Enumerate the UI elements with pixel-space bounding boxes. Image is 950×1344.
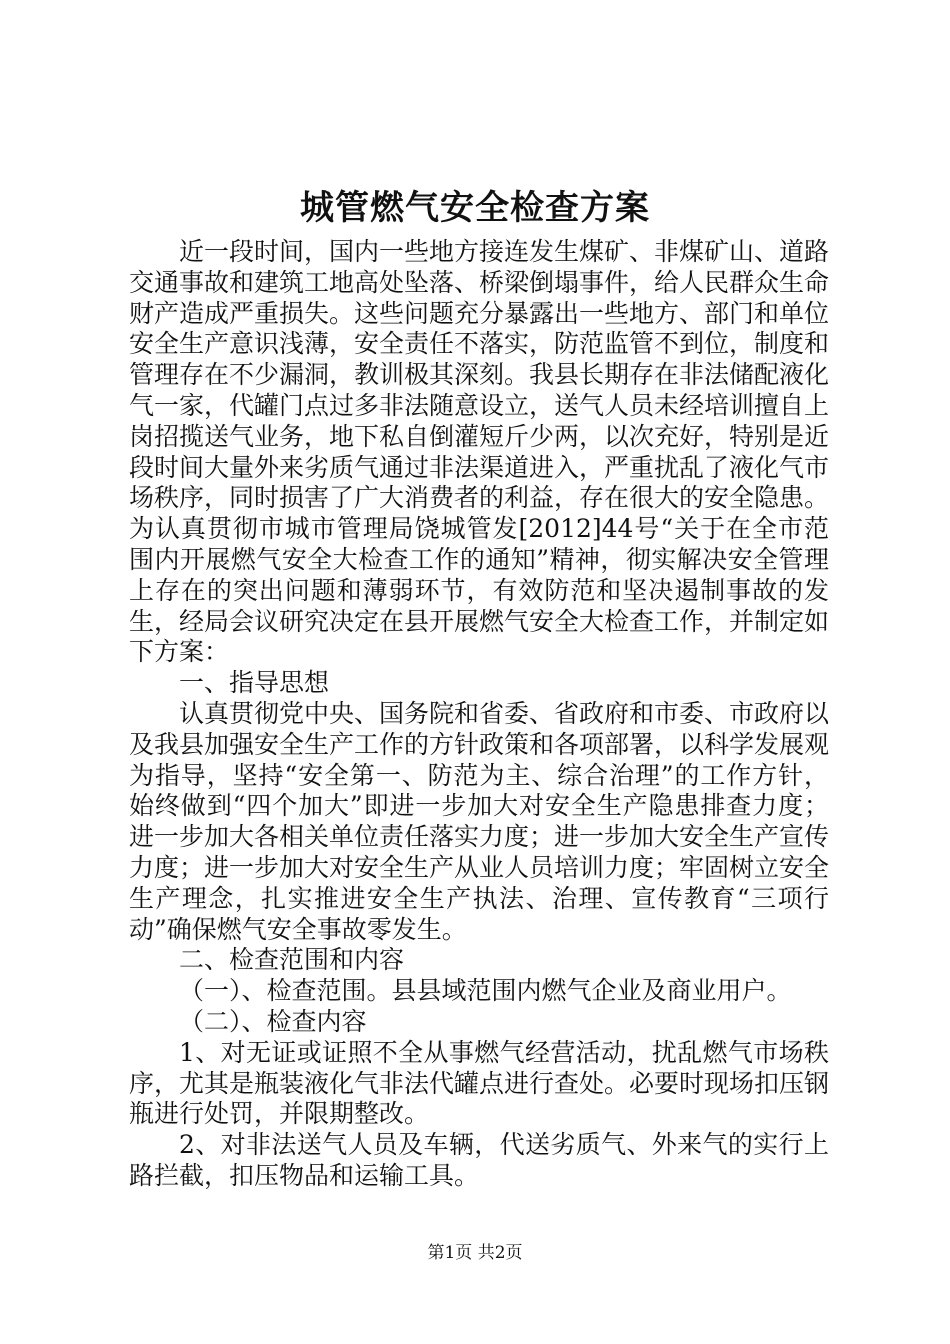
- page-footer: 第1页 共2页: [427, 1243, 523, 1263]
- subsection-scope: （一）、检查范围。县县域范围内燃气企业及商业用户。: [179, 976, 792, 1006]
- subsection-content-heading: （二）、检查内容: [179, 1006, 367, 1036]
- section-heading-guiding-thought: 一、指导思想: [179, 668, 330, 698]
- document-body: [129, 237, 829, 1192]
- content-item-1: 1、对无证或证照不全从事燃气经营活动，扰乱燃气市场秩序，尤其是瓶装液化气非法代罐点进行查处。必要时现场扣压钢瓶进行处罚，并限期整改。: [129, 1037, 830, 1129]
- guiding-thought-paragraph: 认真贯彻党中央、国务院和省委、省政府和市委、市政府以及我县加强安全生产工作的方针政策和各项部署，以科学发展观为指导，坚持“安全第一、防范为主、综合治理”的工作方针，始终做到“四个加大”即进一步加大对安全生产隐患排查力度；进一步加大各相关单位责任落实力度；进一步加大安全生产宣传力度；进一步加大对安全生产从业人员培训力度；牢固树立安全生产理念，扎实推进安全生产执法、治理、宣传教育“三项行动”确保燃气安全事故零发生。: [129, 698, 830, 944]
- document-title: 城管燃气安全检查方案: [300, 188, 650, 228]
- content-item-2: 2、对非法送气人员及车辆，代送劣质气、外来气的实行上路拦截，扣压物品和运输工具。: [129, 1130, 829, 1190]
- intro-paragraph: 近一段时间，国内一些地方接连发生煤矿、非煤矿山、道路交通事故和建筑工地高处坠落、桥梁倒塌事件，给人民群众生命财产造成严重损失。这些问题充分暴露出一些地方、部门和单位安全生产意识浅薄，安全责任不落实，防范监管不到位，制度和管理存在不少漏洞，教训极其深刻。我县长期存在非法储配液化气一家，代罐门点过多非法随意设立，送气人员未经培训擅自上岗招揽送气业务，地下私自倒灌短斤少两，以次充好，特别是近段时间大量外来劣质气通过非法渠道进入，严重扰乱了液化气市场秩序，同时损害了广大消费者的利益，存在很大的安全隐患。为认真贯彻市城市管理局饶城管发[2012]44号“关于在全市范围内开展燃气安全大检查工作的通知”精神，彻实解决安全管理上存在的突出问题和薄弱环节，有效防范和坚决遏制事故的发生，经局会议研究决定在县开展燃气安全大检查工作，并制定如下方案：: [129, 237, 830, 667]
- section-heading-scope-content: 二、检查范围和内容: [179, 945, 405, 975]
